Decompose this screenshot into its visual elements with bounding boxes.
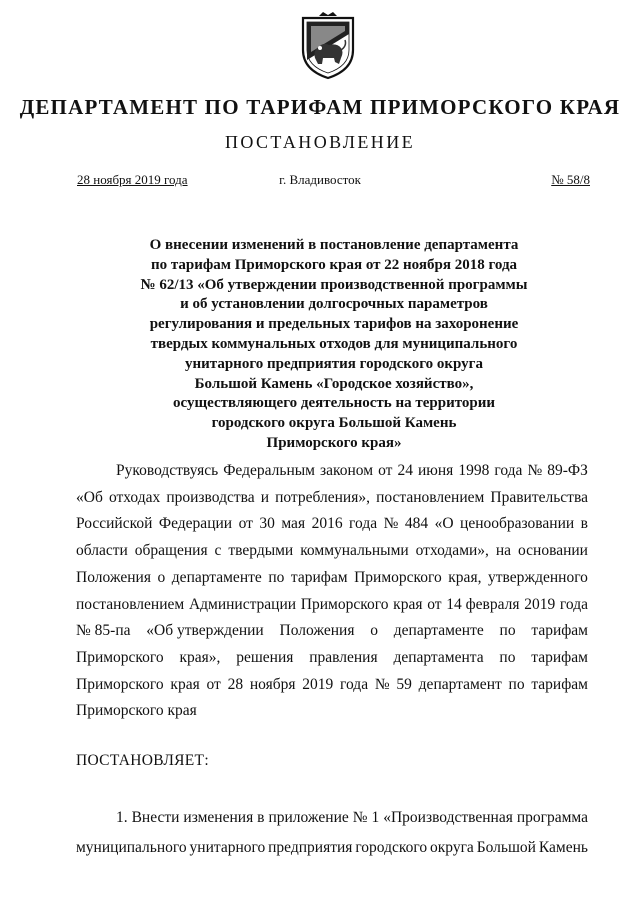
word: «Производственная — [383, 809, 513, 826]
text-line — [76, 538, 588, 565]
text-line — [76, 565, 588, 592]
word: Администрации — [188, 595, 297, 613]
word: № — [383, 515, 399, 533]
word: производства — [166, 488, 255, 506]
subject-line: Приморского края» — [266, 434, 402, 451]
text-line — [76, 618, 588, 645]
word: потребления», — [275, 488, 370, 506]
word: и — [260, 488, 269, 506]
word: решения — [236, 648, 294, 666]
subject-line: городского округа Большой Камень — [211, 415, 457, 432]
word: отходами», — [415, 542, 489, 560]
text-line — [76, 833, 588, 863]
subject-line: № 62/13 «Об утверждении производственной программы — [140, 276, 528, 293]
word: края — [170, 675, 200, 693]
word: 89-ФЗ — [547, 462, 588, 479]
word: приложение — [268, 809, 349, 826]
word: ценообразовании — [460, 515, 575, 533]
word: Камень — [538, 839, 588, 856]
word: Правительства — [490, 488, 588, 506]
word: 2019 — [524, 595, 556, 613]
word: тарифам — [531, 622, 588, 640]
word: коммунальными — [300, 542, 409, 560]
word: твердыми — [228, 542, 294, 560]
word: июня — [417, 462, 454, 479]
word: Приморского края — [76, 702, 197, 720]
document-date: 28 ноября 2019 года — [77, 172, 188, 187]
word: постановлением — [76, 595, 185, 613]
word: года — [349, 515, 378, 533]
word: департаменте — [393, 622, 484, 640]
department-title: ДЕПАРТАМЕНТ ПО ТАРИФАМ ПРИМОРСКОГО КРАЯ — [19, 95, 621, 119]
text-line — [76, 592, 588, 619]
word: тарифам — [290, 568, 348, 586]
word: в — [580, 515, 588, 533]
word: от — [238, 515, 253, 533]
word: департамент — [418, 675, 502, 693]
document-type: ПОСТАНОВЛЕНИЕ — [224, 132, 416, 152]
word: края», — [179, 648, 221, 666]
word: основании — [518, 542, 588, 560]
word: Большой — [476, 839, 536, 856]
word: от — [378, 462, 393, 479]
word: 28 — [227, 675, 244, 693]
word: в — [257, 809, 265, 826]
word: о — [157, 568, 166, 586]
word: области — [76, 542, 128, 560]
word: по — [268, 568, 285, 586]
subject-line: О внесении изменений в постановление департамента — [149, 237, 519, 253]
subject-line: Большой Камень «Городское хозяйство», — [194, 375, 474, 392]
word: законом — [320, 462, 374, 479]
word: ноября — [249, 675, 296, 693]
text-line — [76, 458, 588, 485]
word: предприятия — [268, 839, 353, 856]
word: края — [393, 595, 423, 613]
word: по — [508, 675, 525, 693]
word: Приморского — [76, 675, 164, 693]
word: года — [340, 675, 369, 693]
text-line — [76, 485, 588, 512]
word: 484 — [404, 515, 429, 533]
word: программа — [516, 809, 588, 826]
word: Федеральным — [223, 462, 315, 479]
word: на — [495, 542, 512, 560]
coat-of-arms-icon — [297, 12, 359, 82]
word: от — [427, 595, 442, 613]
word: 1. — [116, 809, 128, 826]
word: Приморского — [300, 595, 389, 613]
word: края, — [448, 568, 482, 586]
word: Внести — [131, 809, 180, 826]
word: 24 — [397, 462, 413, 479]
word: 59 — [396, 675, 412, 693]
word: мая — [281, 515, 306, 533]
word: Российской — [76, 515, 153, 533]
word: «Об — [76, 488, 103, 506]
word: от — [206, 675, 221, 693]
text-line — [76, 645, 588, 672]
word: постановлением — [376, 488, 485, 506]
word: 1 — [371, 809, 380, 826]
word: Положения — [76, 568, 151, 586]
resolve-heading: ПОСТАНОВЛЯЕТ: — [76, 752, 209, 769]
document-number: № 58/8 — [551, 172, 590, 187]
word: № — [374, 675, 390, 693]
document-subject — [100, 236, 568, 454]
word: года — [559, 595, 588, 613]
word: «Об утверждении — [146, 622, 264, 640]
document-city: г. Владивосток — [279, 172, 361, 187]
word: тарифам — [531, 675, 588, 693]
word: Руководствуясь — [116, 462, 219, 479]
word: отходах — [108, 488, 161, 506]
word: Приморского — [354, 568, 442, 586]
word: 30 — [259, 515, 275, 533]
subject-line: твердых коммунальных отходов для муниципального — [150, 335, 518, 352]
word: по — [499, 622, 516, 640]
word: муниципального — [76, 839, 187, 856]
word: 2019 — [302, 675, 334, 693]
subject-line: унитарного предприятия городского округа — [185, 355, 483, 372]
word: изменения — [183, 809, 254, 826]
word: 2016 — [311, 515, 343, 533]
word: № 85-па — [76, 622, 131, 640]
word: унитарного — [189, 839, 266, 856]
word: № — [527, 462, 543, 479]
word: округа — [430, 839, 474, 856]
word: о — [370, 622, 378, 640]
resolution-item-1 — [76, 803, 588, 863]
word: Положения — [279, 622, 355, 640]
word: с — [214, 542, 222, 560]
word: тарифам — [531, 648, 588, 666]
text-line — [76, 672, 588, 699]
text-line — [76, 698, 588, 725]
text-line — [76, 511, 588, 538]
word: «О — [434, 515, 454, 533]
preamble-paragraph — [76, 458, 588, 725]
word: утвержденного — [488, 568, 588, 586]
word: правления — [309, 648, 378, 666]
word: городского — [355, 839, 428, 856]
word: 14 февраля — [446, 595, 520, 613]
word: № — [352, 809, 368, 826]
subject-line: регулирования и предельных тарифов на захоронение — [149, 316, 519, 333]
subject-line: по тарифам Приморского края от 22 ноября 2018 года — [150, 256, 518, 273]
word: департаменте — [171, 568, 262, 586]
word: по — [499, 648, 516, 666]
subject-line: и об установлении долгосрочных параметров — [180, 296, 488, 313]
subject-line: осуществляющего деятельность на территории — [172, 395, 496, 412]
word: департамента — [393, 648, 484, 666]
word: обращения — [134, 542, 208, 560]
word: Приморского — [76, 648, 164, 666]
text-line — [76, 803, 588, 833]
word: Федерации — [158, 515, 233, 533]
word: 1998 — [458, 462, 490, 479]
word: года — [494, 462, 523, 479]
